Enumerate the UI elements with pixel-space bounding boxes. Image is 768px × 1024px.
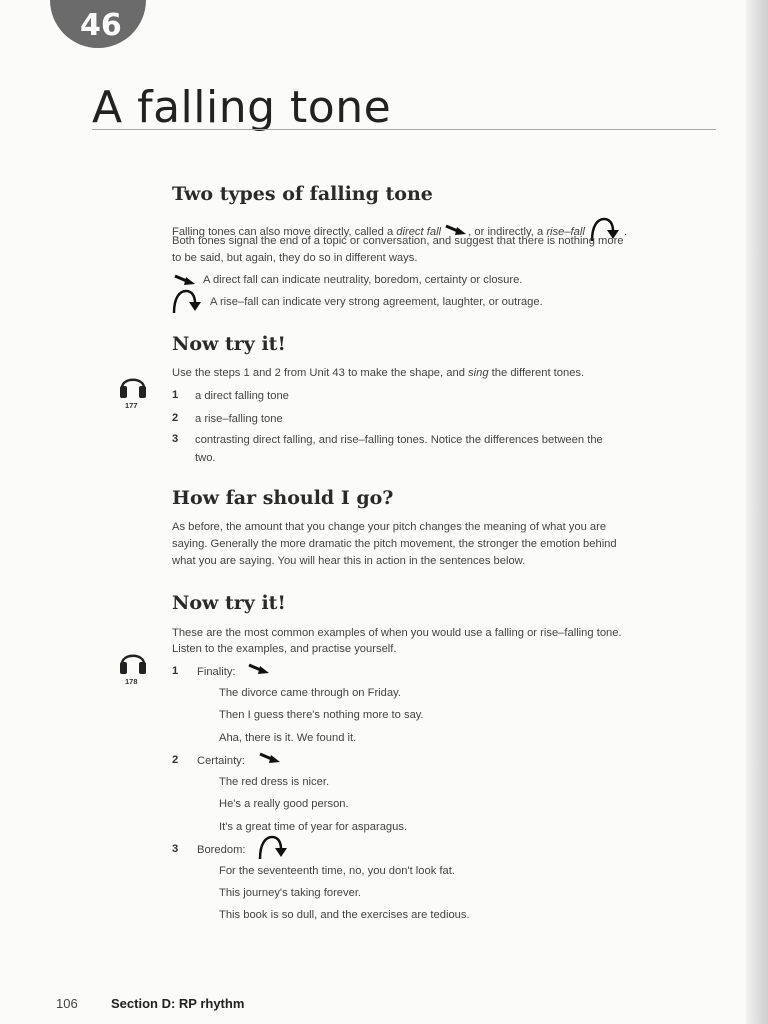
page-edge xyxy=(746,0,768,1024)
page-number: 106 xyxy=(56,996,78,1011)
group-label: Finality: xyxy=(197,666,236,678)
direct-fall-arrow-icon xyxy=(246,662,272,676)
section-heading-now-try-it-2: Now try it! xyxy=(172,592,286,614)
section3-line1: As before, the amount that you change your pitch changes the meaning of what you are xyxy=(172,521,607,533)
section2-intro-b: the different tones. xyxy=(488,367,585,379)
section2-intro-em: sing xyxy=(468,367,489,379)
intro-text-b: , or indirectly, a xyxy=(468,226,547,238)
section1-intro-line3: to be said, but again, they do so in different ways. xyxy=(172,252,418,264)
group-label: Boredom: xyxy=(197,844,246,856)
unit-number: 46 xyxy=(80,8,122,43)
rise-fall-term: rise–fall xyxy=(546,226,585,238)
audio-track-number: 177 xyxy=(125,401,138,410)
example-sentence: This journey's taking forever. xyxy=(219,887,362,899)
group-number: 3 xyxy=(172,843,179,855)
rise-fall-arrow-icon xyxy=(170,289,206,315)
example-sentence: The divorce came through on Friday. xyxy=(219,687,401,699)
item-number: 1 xyxy=(172,389,179,401)
example-sentence: He's a really good person. xyxy=(219,798,349,810)
section4-line1: These are the most common examples of when you would use a falling or rise–falling tone. xyxy=(172,627,622,639)
page-title: A falling tone xyxy=(92,82,392,133)
direct-fall-arrow-icon xyxy=(257,751,283,765)
headphones-icon xyxy=(118,646,148,676)
item-text: contrasting direct falling, and rise–falling tones. Notice the differences between the xyxy=(195,434,603,446)
title-rule xyxy=(92,129,716,130)
headphones-icon xyxy=(118,370,148,400)
direct-fall-description: A direct fall can indicate neutrality, boredom, certainty or closure. xyxy=(203,274,523,286)
intro-text-a: Falling tones can also move directly, called a xyxy=(172,226,397,238)
group-number: 1 xyxy=(172,665,179,677)
audio-track-number: 178 xyxy=(125,677,138,686)
section-heading-how-far: How far should I go? xyxy=(172,487,394,509)
footer-section-title: Section D: RP rhythm xyxy=(111,996,245,1011)
example-sentence: It's a great time of year for asparagus. xyxy=(219,821,408,833)
rise-fall-description: A rise–fall can indicate very strong agreement, laughter, or outrage. xyxy=(210,296,543,308)
section3-line2: saying. Generally the more dramatic the pitch movement, the stronger the emotion behind xyxy=(172,538,617,550)
direct-fall-arrow-icon xyxy=(172,273,198,287)
example-sentence: Then I guess there's nothing more to say. xyxy=(219,709,424,721)
example-sentence: For the seventeenth time, no, you don't look fat. xyxy=(219,865,455,877)
section-heading-now-try-it-1: Now try it! xyxy=(172,333,286,355)
group-label: Certainty: xyxy=(197,755,245,767)
section2-intro-a: Use the steps 1 and 2 from Unit 43 to make the shape, and xyxy=(172,367,469,379)
direct-fall-term: direct fall xyxy=(396,226,442,238)
item-text: a rise–falling tone xyxy=(195,413,283,425)
section3-line3: what you are saying. You will hear this in action in the sentences below. xyxy=(172,555,526,567)
item-text-continued: two. xyxy=(195,452,216,464)
rise-fall-arrow-icon xyxy=(256,835,292,861)
section2-intro xyxy=(172,366,584,381)
item-number: 2 xyxy=(172,412,179,424)
section-heading-two-types: Two types of falling tone xyxy=(172,183,433,205)
example-sentence: Aha, there is it. We found it. xyxy=(219,732,357,744)
item-text: a direct falling tone xyxy=(195,390,289,402)
group-number: 2 xyxy=(172,754,179,766)
section1-intro-line2: Both tones signal the end of a topic or conversation, and suggest that there is nothing more xyxy=(172,235,624,247)
section4-line2: Listen to the examples, and practise yourself. xyxy=(172,643,397,655)
intro-text-c: . xyxy=(623,226,628,238)
example-sentence: The red dress is nicer. xyxy=(219,776,330,788)
example-sentence: This book is so dull, and the exercises are tedious. xyxy=(219,909,470,921)
item-number: 3 xyxy=(172,433,179,445)
